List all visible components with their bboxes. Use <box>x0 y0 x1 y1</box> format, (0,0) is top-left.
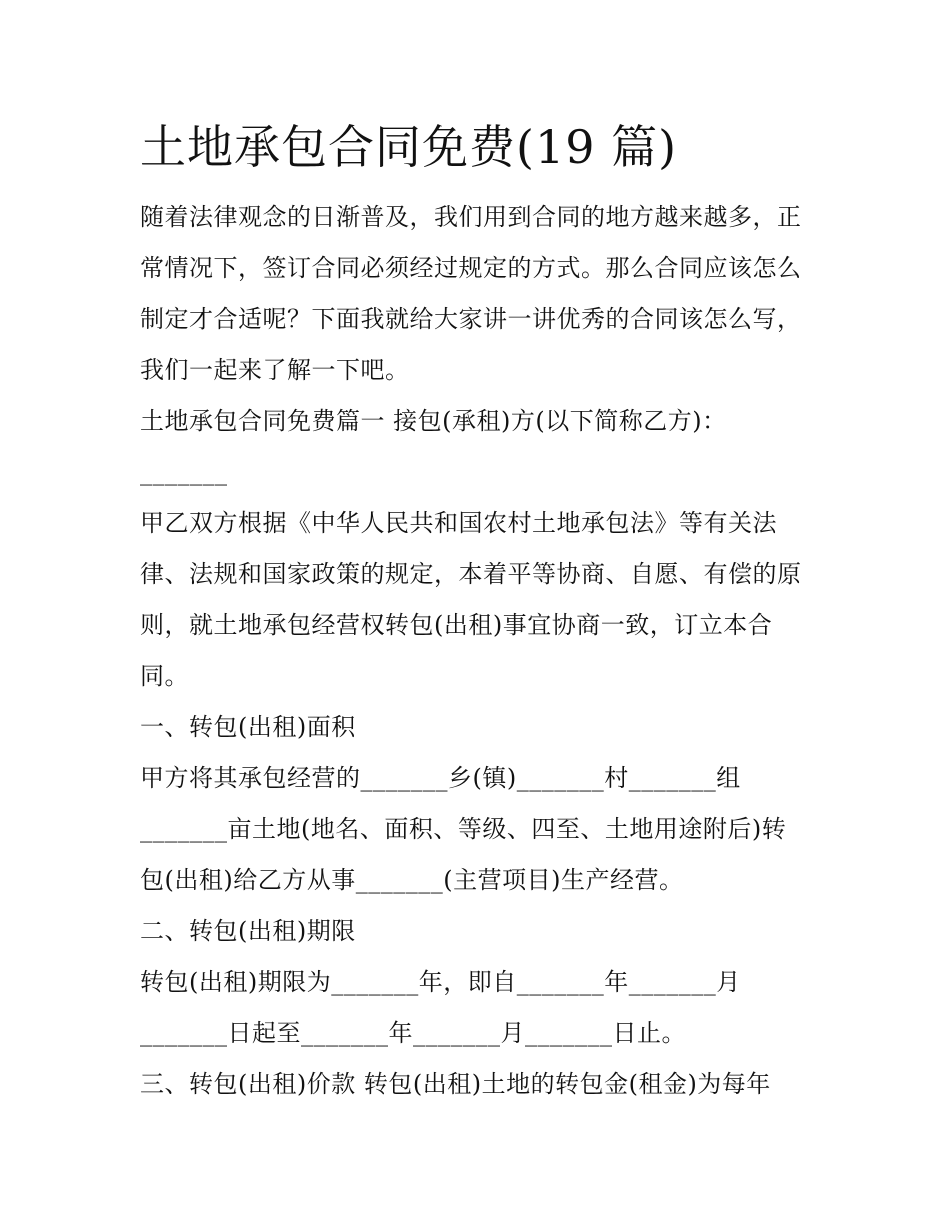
text-line: 随着法律观念的日渐普及，我们用到合同的地方越来越多，正 <box>140 203 802 231</box>
text-line: _______日起至_______年_______月_______日止。 <box>140 1019 686 1047</box>
text-line: _______亩土地(地名、面积、等级、四至、土地用途附后)转 <box>140 815 787 843</box>
document-title: 土地承包合同免费(19 篇) <box>140 120 678 174</box>
text-line: 制定才合适呢？下面我就给大家讲一讲优秀的合同该怎么写， <box>140 305 802 333</box>
section-heading-line: 土地承包合同免费篇一 接包(承租)方(以下简称乙方)： <box>140 407 727 435</box>
text-line: 转包(出租)期限为_______年，即自_______年_______月 <box>140 968 741 996</box>
document-page <box>140 112 820 1110</box>
clause-heading: 二、转包(出租)期限 <box>140 917 356 945</box>
document-body <box>140 192 820 1110</box>
blank-line: _______ <box>140 458 228 486</box>
clause-heading: 一、转包(出租)面积 <box>140 713 356 741</box>
text-line: 律、法规和国家政策的规定，本着平等协商、自愿、有偿的原 <box>140 560 802 588</box>
text-line: 常情况下，签订合同必须经过规定的方式。那么合同应该怎么 <box>140 254 802 282</box>
text-line: 我们一起来了解一下吧。 <box>140 356 410 384</box>
text-line: 则，就土地承包经营权转包(出租)事宜协商一致，订立本合 <box>140 611 773 639</box>
text-line: 同。 <box>140 662 189 690</box>
clause-heading: 三、转包(出租)价款 转包(出租)土地的转包金(租金)为每年 <box>140 1070 771 1098</box>
text-line: 包(出租)给乙方从事_______(主营项目)生产经营。 <box>140 866 684 894</box>
text-line: 甲乙双方根据《中华人民共和国农村土地承包法》等有关法 <box>140 509 777 537</box>
text-line: 甲方将其承包经营的_______乡(镇)_______村_______组 <box>140 764 741 792</box>
